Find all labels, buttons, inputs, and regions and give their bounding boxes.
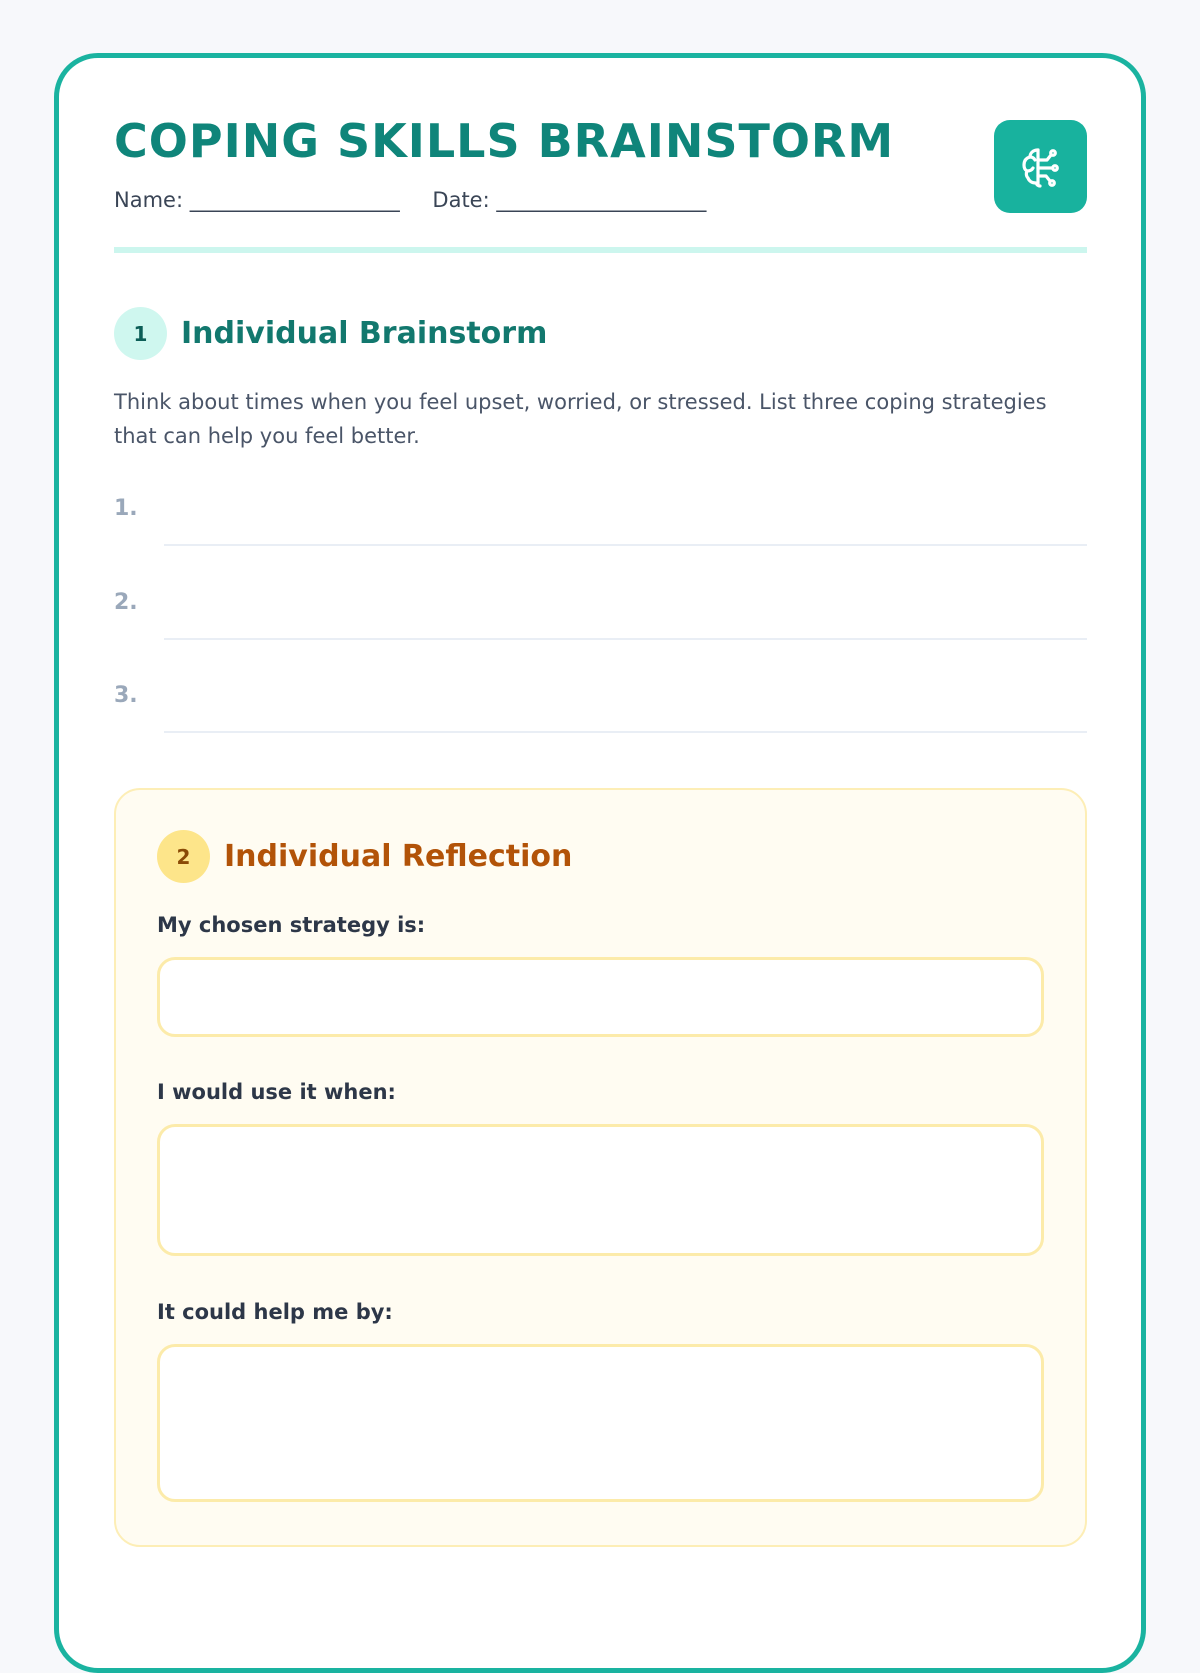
line-number: 2. <box>114 590 138 615</box>
use-when-label: I would use it when: <box>157 1080 396 1104</box>
date-field[interactable]: Date: ____________________ <box>432 188 707 212</box>
brainstorm-line-3[interactable] <box>114 683 1087 733</box>
line-number: 1. <box>114 496 138 521</box>
chosen-strategy-box[interactable] <box>157 957 1044 1037</box>
help-me-by-label: It could help me by: <box>157 1300 393 1324</box>
brainstorm-line-1[interactable] <box>114 496 1087 546</box>
brain-icon <box>994 120 1087 213</box>
section-2-heading <box>157 830 572 883</box>
help-me-by-box[interactable] <box>157 1344 1044 1502</box>
section-2-number-badge: 2 <box>157 830 210 883</box>
section-1-title: Individual Brainstorm <box>181 316 548 351</box>
write-in-rule <box>164 731 1087 733</box>
section-1-instructions: Think about times when you feel upset, worried, or stressed. List three coping strategies that can help you feel better. <box>114 390 1047 448</box>
name-date-row <box>114 188 706 212</box>
line-number: 3. <box>114 683 138 708</box>
write-in-rule <box>164 544 1087 546</box>
use-when-box[interactable] <box>157 1124 1044 1256</box>
header-divider <box>114 247 1087 253</box>
name-field[interactable]: Name: ____________________ <box>114 188 400 212</box>
brainstorm-line-2[interactable] <box>114 590 1087 640</box>
section-2-title: Individual Reflection <box>224 839 573 874</box>
chosen-strategy-label: My chosen strategy is: <box>157 913 426 937</box>
section-1-heading <box>114 307 547 360</box>
worksheet-title: COPING SKILLS BRAINSTORM <box>114 114 895 168</box>
write-in-rule <box>164 638 1087 640</box>
worksheet-header <box>114 110 1087 254</box>
section-1-number-badge: 1 <box>114 307 167 360</box>
